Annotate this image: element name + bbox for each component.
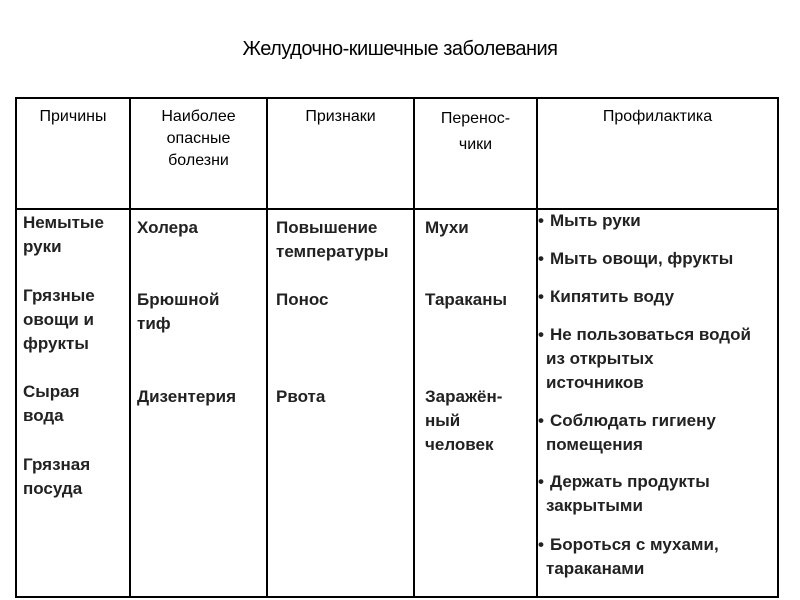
cause-line: вода [23,406,64,425]
prevention-item [538,285,800,309]
disease-item [137,216,266,240]
header-diseases-line: болезни [168,152,229,169]
disease-line: Брюшной [137,290,220,309]
bullet-icon: • [538,411,544,430]
prevention-line: тараканами [546,559,645,578]
prevention-item [538,533,800,581]
column-divider-2 [266,97,268,598]
cause-item [23,453,129,501]
bullet-icon: • [538,325,544,344]
prevention-line: Бороться с мухами, [550,535,719,554]
cause-line: Грязные [23,286,95,305]
carrier-item [425,288,536,312]
header-diseases-line: опасные [166,130,231,147]
disease-line: Холера [137,218,198,237]
header-signs-label: Признаки [305,108,376,125]
bullet-icon: • [538,535,544,554]
cause-item [23,211,129,259]
disease-line: тиф [137,314,171,333]
carrier-item [425,216,536,240]
carrier-line: Заражён- [425,387,503,406]
prevention-line: закрытыми [546,496,643,515]
prevention-line: Держать продукты [550,472,710,491]
prevention-line: Соблюдать гигиену [550,411,716,430]
cause-line: руки [23,237,62,256]
prevention-line: Мыть руки [550,211,641,230]
cause-line: фрукты [23,334,89,353]
header-causes-label: Причины [39,108,107,125]
prevention-item [538,323,800,395]
header-carriers-line: чики [458,136,493,153]
header-causes [17,106,129,128]
disease-item [137,385,266,409]
prevention-line: помещения [546,435,643,454]
carrier-item [425,385,536,457]
prevention-line: Мыть овощи, фрукты [550,249,734,268]
bullet-icon: • [538,249,544,268]
header-prevention [538,106,777,128]
header-diseases [131,106,266,172]
cause-item [23,380,129,428]
prevention-item [538,470,800,518]
cause-item [23,284,129,356]
sign-line: температуры [276,242,389,261]
carrier-line: Тараканы [425,290,508,309]
header-carriers [415,106,536,158]
column-divider-3 [413,97,415,598]
header-diseases-line: Наиболее [161,108,236,125]
header-signs [268,106,413,128]
sign-line: Понос [276,290,329,309]
sign-line: Рвота [276,387,326,406]
prevention-line: Кипятить воду [550,287,675,306]
bullet-icon: • [538,287,544,306]
page-title: Желудочно-кишечные заболевания [242,38,558,60]
cause-line: овощи и [23,310,94,329]
header-carriers-line: Перенос- [440,110,511,127]
disease-line: Дизентерия [137,387,237,406]
prevention-item [538,209,800,233]
header-prevention-label: Профилактика [602,108,713,125]
cause-line: Немытые [23,213,104,232]
prevention-line: из открытых [546,349,654,368]
disease-item [137,288,266,336]
sign-item [276,288,413,312]
cause-line: посуда [23,479,83,498]
prevention-item [538,247,800,271]
prevention-item [538,409,800,457]
carrier-line: ный [425,411,461,430]
carrier-line: Мухи [425,218,469,237]
cause-line: Сырая [23,382,80,401]
sign-item [276,385,413,409]
table-left-border [15,97,17,598]
sign-item [276,216,413,264]
prevention-line: Не пользоваться водой [550,325,751,344]
carrier-line: человек [425,435,494,454]
column-divider-1 [129,97,131,598]
sign-line: Повышение [276,218,378,237]
bullet-icon: • [538,211,544,230]
bullet-icon: • [538,472,544,491]
cause-line: Грязная [23,455,91,474]
prevention-line: источников [546,373,644,392]
